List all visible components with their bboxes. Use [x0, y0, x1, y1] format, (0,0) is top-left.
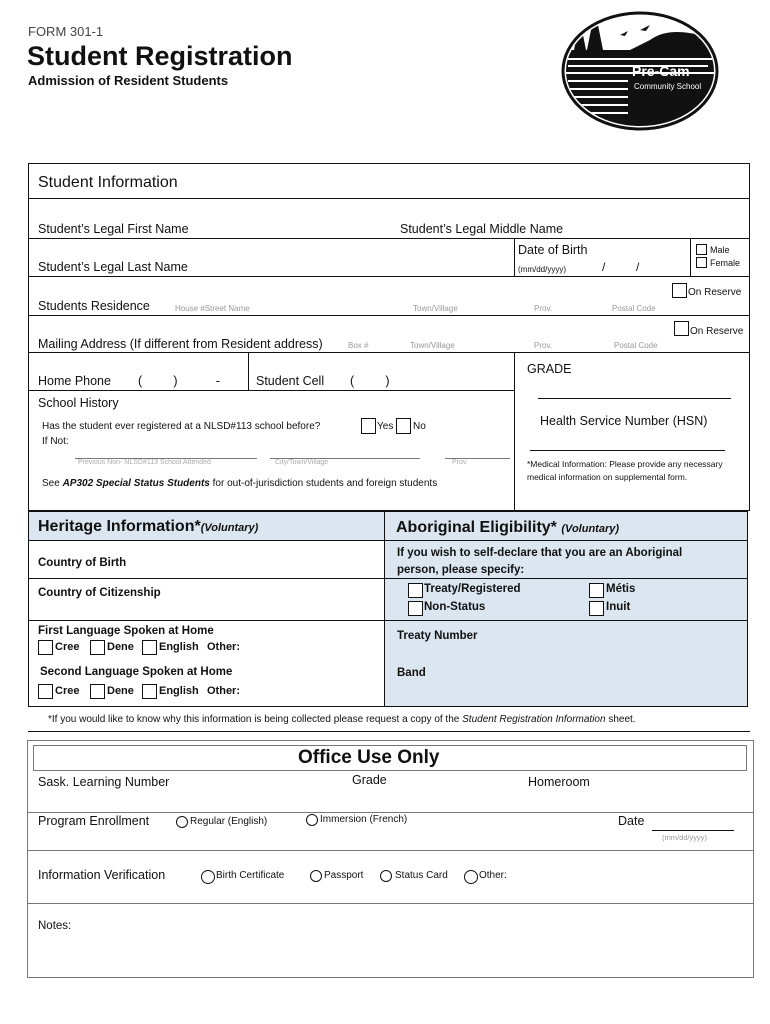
- metis-checkbox[interactable]: [589, 583, 604, 598]
- passport-radio[interactable]: [310, 870, 322, 882]
- other-radio[interactable]: [464, 870, 478, 884]
- first-language-label: First Language Spoken at Home: [38, 625, 214, 637]
- cree-checkbox[interactable]: [38, 640, 53, 655]
- student-cell-label: Student Cell: [256, 374, 325, 388]
- dob-format: (mm/dd/yyyy): [518, 265, 566, 274]
- treaty-registered-checkbox[interactable]: [408, 583, 423, 598]
- regular-label: Regular (English): [190, 816, 268, 827]
- sask-learning-number-label: Sask. Learning Number: [38, 775, 170, 789]
- postal-hint: Postal Code: [614, 341, 658, 350]
- first-name-label: Student’s Legal First Name: [38, 222, 189, 236]
- yes-label: Yes: [377, 421, 394, 432]
- box-hint: Box #: [348, 341, 369, 350]
- non-status-checkbox[interactable]: [408, 601, 423, 616]
- other-verification-label: Other:: [479, 870, 507, 881]
- dene-checkbox[interactable]: [90, 684, 105, 699]
- last-name-label: Student’s Legal Last Name: [38, 260, 188, 274]
- dob-label: Date of Birth: [518, 243, 588, 257]
- metis-label: Métis: [606, 583, 636, 595]
- yes-checkbox[interactable]: [361, 418, 376, 434]
- female-checkbox[interactable]: [696, 257, 707, 268]
- ap302-note: See AP302 Special Status Students for out-of-jurisdiction students and foreign students: [42, 478, 438, 489]
- other-label: Other:: [207, 685, 240, 697]
- immersion-radio[interactable]: [306, 814, 318, 826]
- country-birth-label: Country of Birth: [38, 557, 127, 569]
- previous-school-hint: Previous Non- NLSD#113 School Attended: [78, 459, 211, 466]
- town-hint: Town/Village: [413, 304, 458, 313]
- office-grade-label: Grade: [352, 773, 387, 787]
- information-verification-label: Information Verification: [38, 868, 166, 882]
- medical-info-note: *Medical Information: Please provide any necessary medical information on supplemental form.: [527, 459, 723, 482]
- dob-separator: /: [602, 260, 606, 274]
- home-phone-label: Home Phone: [38, 374, 111, 388]
- english-label: English: [159, 641, 199, 653]
- inuit-checkbox[interactable]: [589, 601, 604, 616]
- homeroom-label: Homeroom: [528, 775, 590, 789]
- page-title: Student Registration: [27, 41, 293, 71]
- second-language-label: Second Language Spoken at Home: [40, 666, 233, 678]
- program-enrollment-label: Program Enrollment: [38, 814, 150, 828]
- regular-radio[interactable]: [176, 816, 188, 828]
- student-cell-format: ( ): [350, 374, 390, 388]
- on-reserve-checkbox[interactable]: [674, 321, 689, 336]
- if-not-label: If Not:: [42, 436, 69, 447]
- aboriginal-intro: If you wish to self-declare that you are an Aboriginal person, please specify:: [397, 547, 683, 576]
- dob-separator: /: [636, 260, 640, 274]
- other-label: Other:: [207, 641, 240, 653]
- male-label: Male: [710, 245, 730, 255]
- no-checkbox[interactable]: [396, 418, 411, 434]
- aboriginal-title: Aboriginal Eligibility* (Voluntary): [396, 519, 620, 536]
- on-reserve-label: On Reserve: [688, 287, 742, 298]
- cree-label: Cree: [55, 641, 80, 653]
- heritage-title: Heritage Information*(Voluntary): [38, 518, 259, 535]
- country-citizenship-label: Country of Citizenship: [38, 587, 161, 599]
- prov-hint: Prov.: [534, 341, 553, 350]
- prov-hint: Prov.: [452, 459, 468, 466]
- footnote: *If you would like to know why this information is being collected please request a copy of the Student Registration Information sheet.: [48, 714, 636, 725]
- residence-label: Students Residence: [38, 299, 150, 313]
- male-checkbox[interactable]: [696, 244, 707, 255]
- school-history-label: School History: [38, 396, 119, 410]
- prov-hint: Prov.: [534, 304, 553, 313]
- middle-name-label: Student’s Legal Middle Name: [400, 222, 564, 236]
- mailing-address-label: Mailing Address (If different from Resident address): [38, 337, 323, 351]
- logo-name: Pre-Cam: [632, 63, 690, 79]
- form-number: FORM 301-1: [28, 24, 104, 39]
- registered-question: Has the student ever registered at a NLSD#113 school before?: [42, 421, 321, 432]
- ap302-link: AP302 Special Status Students: [62, 478, 210, 489]
- dene-checkbox[interactable]: [90, 640, 105, 655]
- dene-label: Dene: [107, 641, 134, 653]
- status-card-radio[interactable]: [380, 870, 392, 882]
- page-subtitle: Admission of Resident Students: [28, 73, 229, 88]
- on-reserve-checkbox[interactable]: [672, 283, 687, 298]
- english-label: English: [159, 685, 199, 697]
- on-reserve-label: On Reserve: [690, 326, 744, 337]
- student-info-title: Student Information: [38, 174, 178, 191]
- town-hint: Town/Village: [410, 341, 455, 350]
- immersion-label: Immersion (French): [320, 814, 408, 825]
- cree-label: Cree: [55, 685, 80, 697]
- home-phone-format: ( ) -: [138, 374, 220, 388]
- dene-label: Dene: [107, 685, 134, 697]
- office-title: Office Use Only: [298, 747, 440, 768]
- cree-checkbox[interactable]: [38, 684, 53, 699]
- passport-label: Passport: [324, 870, 364, 881]
- english-checkbox[interactable]: [142, 640, 157, 655]
- status-card-label: Status Card: [395, 870, 448, 881]
- treaty-registered-label: Treaty/Registered: [424, 583, 521, 595]
- house-street-hint: House #Street Name: [175, 304, 250, 313]
- postal-hint: Postal Code: [612, 304, 656, 313]
- office-date-label: Date: [618, 814, 645, 828]
- office-date-format: (mm/dd/yyyy): [662, 833, 707, 842]
- band-label: Band: [397, 667, 426, 679]
- school-logo: [560, 10, 720, 132]
- treaty-number-label: Treaty Number: [397, 630, 478, 642]
- hsn-label: Health Service Number (HSN): [540, 414, 708, 428]
- no-label: No: [413, 421, 426, 432]
- female-label: Female: [710, 258, 741, 268]
- notes-label: Notes:: [38, 920, 72, 932]
- inuit-label: Inuit: [606, 601, 631, 613]
- birth-certificate-label: Birth Certificate: [216, 870, 285, 881]
- non-status-label: Non-Status: [424, 601, 486, 613]
- grade-label: GRADE: [527, 362, 572, 376]
- english-checkbox[interactable]: [142, 684, 157, 699]
- city-hint: City/Town/Village: [275, 459, 329, 466]
- birth-certificate-radio[interactable]: [201, 870, 215, 884]
- logo-tagline: Community School: [634, 82, 702, 91]
